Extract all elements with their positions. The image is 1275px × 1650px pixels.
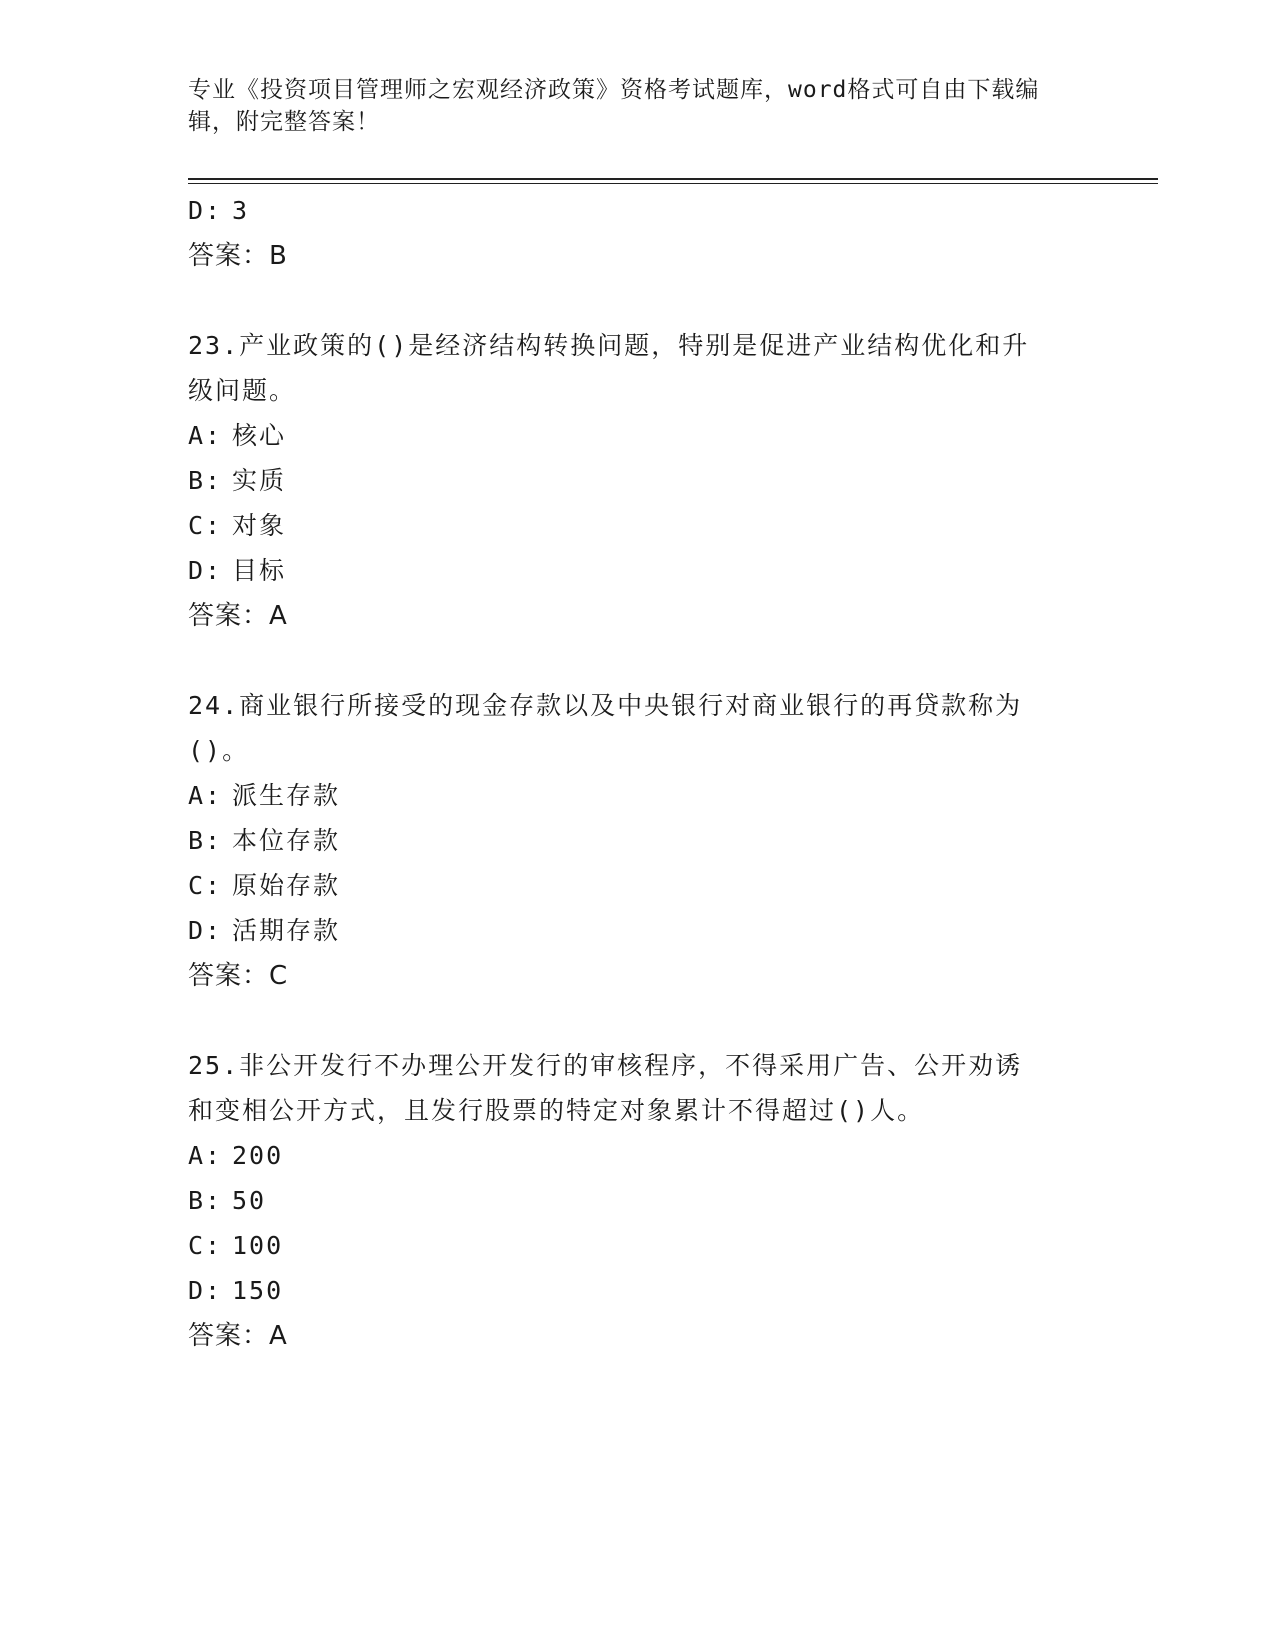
q23-option-a: A: 核心 (188, 421, 287, 450)
q25-option-b: B: 50 (188, 1186, 267, 1215)
header-line-2: 辑，附完整答案！ (188, 109, 380, 135)
q25-option-a: A: 200 (188, 1141, 284, 1170)
q25-stem-line-1: 25.非公开发行不办理公开发行的审核程序，不得采用广告、公开劝诱 (188, 1051, 1023, 1080)
q24-option-b: B: 本位存款 (188, 826, 341, 855)
q24-option-c: C: 原始存款 (188, 871, 341, 900)
q24-option-a: A: 派生存款 (188, 781, 341, 810)
document-header (188, 74, 1088, 138)
q24-stem-line-2: ()。 (188, 736, 250, 765)
q25-option-d: D: 150 (188, 1276, 284, 1305)
q23-answer: 答案：A (188, 601, 288, 631)
q23-option-d: D: 目标 (188, 556, 287, 585)
q25-answer: 答案：A (188, 1321, 288, 1351)
q24-stem-line-1: 24.商业银行所接受的现金存款以及中央银行对商业银行的再贷款称为 (188, 691, 1023, 720)
q23-option-b: B: 实质 (188, 466, 287, 495)
prev-option-d: D: 3 (188, 196, 250, 225)
q25-option-c: C: 100 (188, 1231, 284, 1260)
q23-stem-line-2: 级问题。 (188, 376, 297, 405)
header-divider-thin (188, 183, 1158, 184)
q24-option-d: D: 活期存款 (188, 916, 341, 945)
prev-answer: 答案：B (188, 241, 288, 271)
header-divider (188, 178, 1158, 180)
header-line-1: 专业《投资项目管理师之宏观经济政策》资格考试题库，word格式可自由下载编 (188, 77, 1040, 103)
q25-stem-line-2: 和变相公开方式，且发行股票的特定对象累计不得超过()人。 (188, 1096, 925, 1125)
q24-answer: 答案：C (188, 961, 289, 991)
q23-option-c: C: 对象 (188, 511, 287, 540)
q23-stem-line-1: 23.产业政策的()是经济结构转换问题，特别是促进产业结构优化和升 (188, 331, 1030, 360)
